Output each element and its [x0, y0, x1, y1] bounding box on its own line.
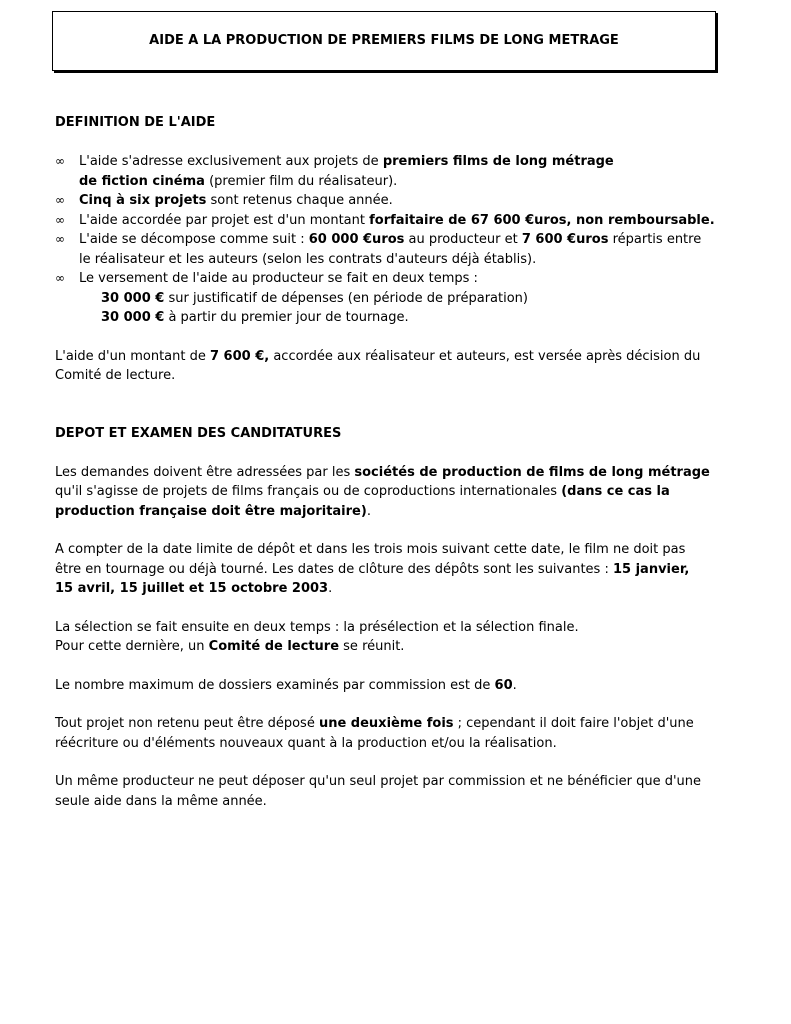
section-heading-depot: DEPOT ET EXAMEN DES CANDITATURES — [55, 425, 342, 441]
paragraph-dates: A compter de la date limite de dépôt et dans les trois mois suivant cette date, le film ne doit pas être en tournage ou déjà tourné. Les dates de clôture des dépôts sont les suivantes : 15 janvier, 15 avril, 15 juillet et 15 octobre 2003. — [55, 542, 690, 596]
definition-bullet-list — [55, 152, 725, 328]
paragraph-deuxieme-fois: Tout projet non retenu peut être déposé une deuxième fois ; cependant il doit faire l'objet d'une réécriture ou d'éléments nouveaux quant à la production et/ou la réalisation. — [55, 716, 694, 751]
bullet-item: ∞ Cinq à six projets sont retenus chaque année. — [55, 191, 725, 211]
infinity-bullet-icon: ∞ — [55, 154, 65, 168]
aid-paragraph: L'aide d'un montant de 7 600 €, accordée aux réalisateur et auteurs, est versée après décision du Comité de lecture. — [55, 348, 701, 383]
infinity-bullet-icon: ∞ — [55, 212, 65, 227]
document-body — [55, 113, 725, 811]
section-heading-definition: DEFINITION DE L'AIDE — [55, 115, 216, 130]
paragraph-producteur: Un même producteur ne peut déposer qu'un seul projet par commission et ne bénéficier que d'une seule aide dans la même année. — [55, 774, 702, 809]
paragraph-demandes: Les demandes doivent être adressées par les sociétés de production de films de long métrage qu'il s'agisse de projets de films français ou de coproductions internationales (dans ce cas la production française doit être majoritaire). — [55, 464, 710, 519]
paragraph-selection: La sélection se fait ensuite en deux temps : la présélection et la sélection finale. Pour cette dernière, un Comité de lecture se réunit. — [55, 619, 579, 654]
bullet-item: ∞ L'aide accordée par projet est d'un montant forfaitaire de 67 600 €uros, non remboursable. — [55, 211, 725, 231]
paragraph-maximum: Le nombre maximum de dossiers examinés par commission est de 60. — [55, 677, 517, 693]
bullet-item: ∞ L'aide s'adresse exclusivement aux projets de premiers films de long métrage de fiction cinéma (premier film du réalisateur). — [55, 154, 614, 189]
bullet-item: ∞ L'aide se décompose comme suit : 60 000 €uros au producteur et 7 600 €uros répartis entre le réalisateur et les auteurs (selon les contrats d'auteurs déjà établis). — [55, 232, 702, 267]
bullet-item: ∞ Le versement de l'aide au producteur se fait en deux temps : 30 000 € sur justificatif de dépenses (en période de préparation) 30 000 € à partir du premier jour de tournage. — [55, 269, 725, 328]
infinity-bullet-icon: ∞ — [55, 193, 65, 207]
infinity-bullet-icon: ∞ — [55, 232, 65, 246]
infinity-bullet-icon: ∞ — [55, 271, 65, 285]
document-title: AIDE A LA PRODUCTION DE PREMIERS FILMS DE LONG METRAGE — [149, 33, 619, 49]
payment-line: 30 000 € à partir du premier jour de tournage. — [101, 310, 409, 325]
document-title-box — [52, 11, 716, 71]
payment-line: 30 000 € sur justificatif de dépenses (en période de préparation) — [101, 290, 528, 306]
